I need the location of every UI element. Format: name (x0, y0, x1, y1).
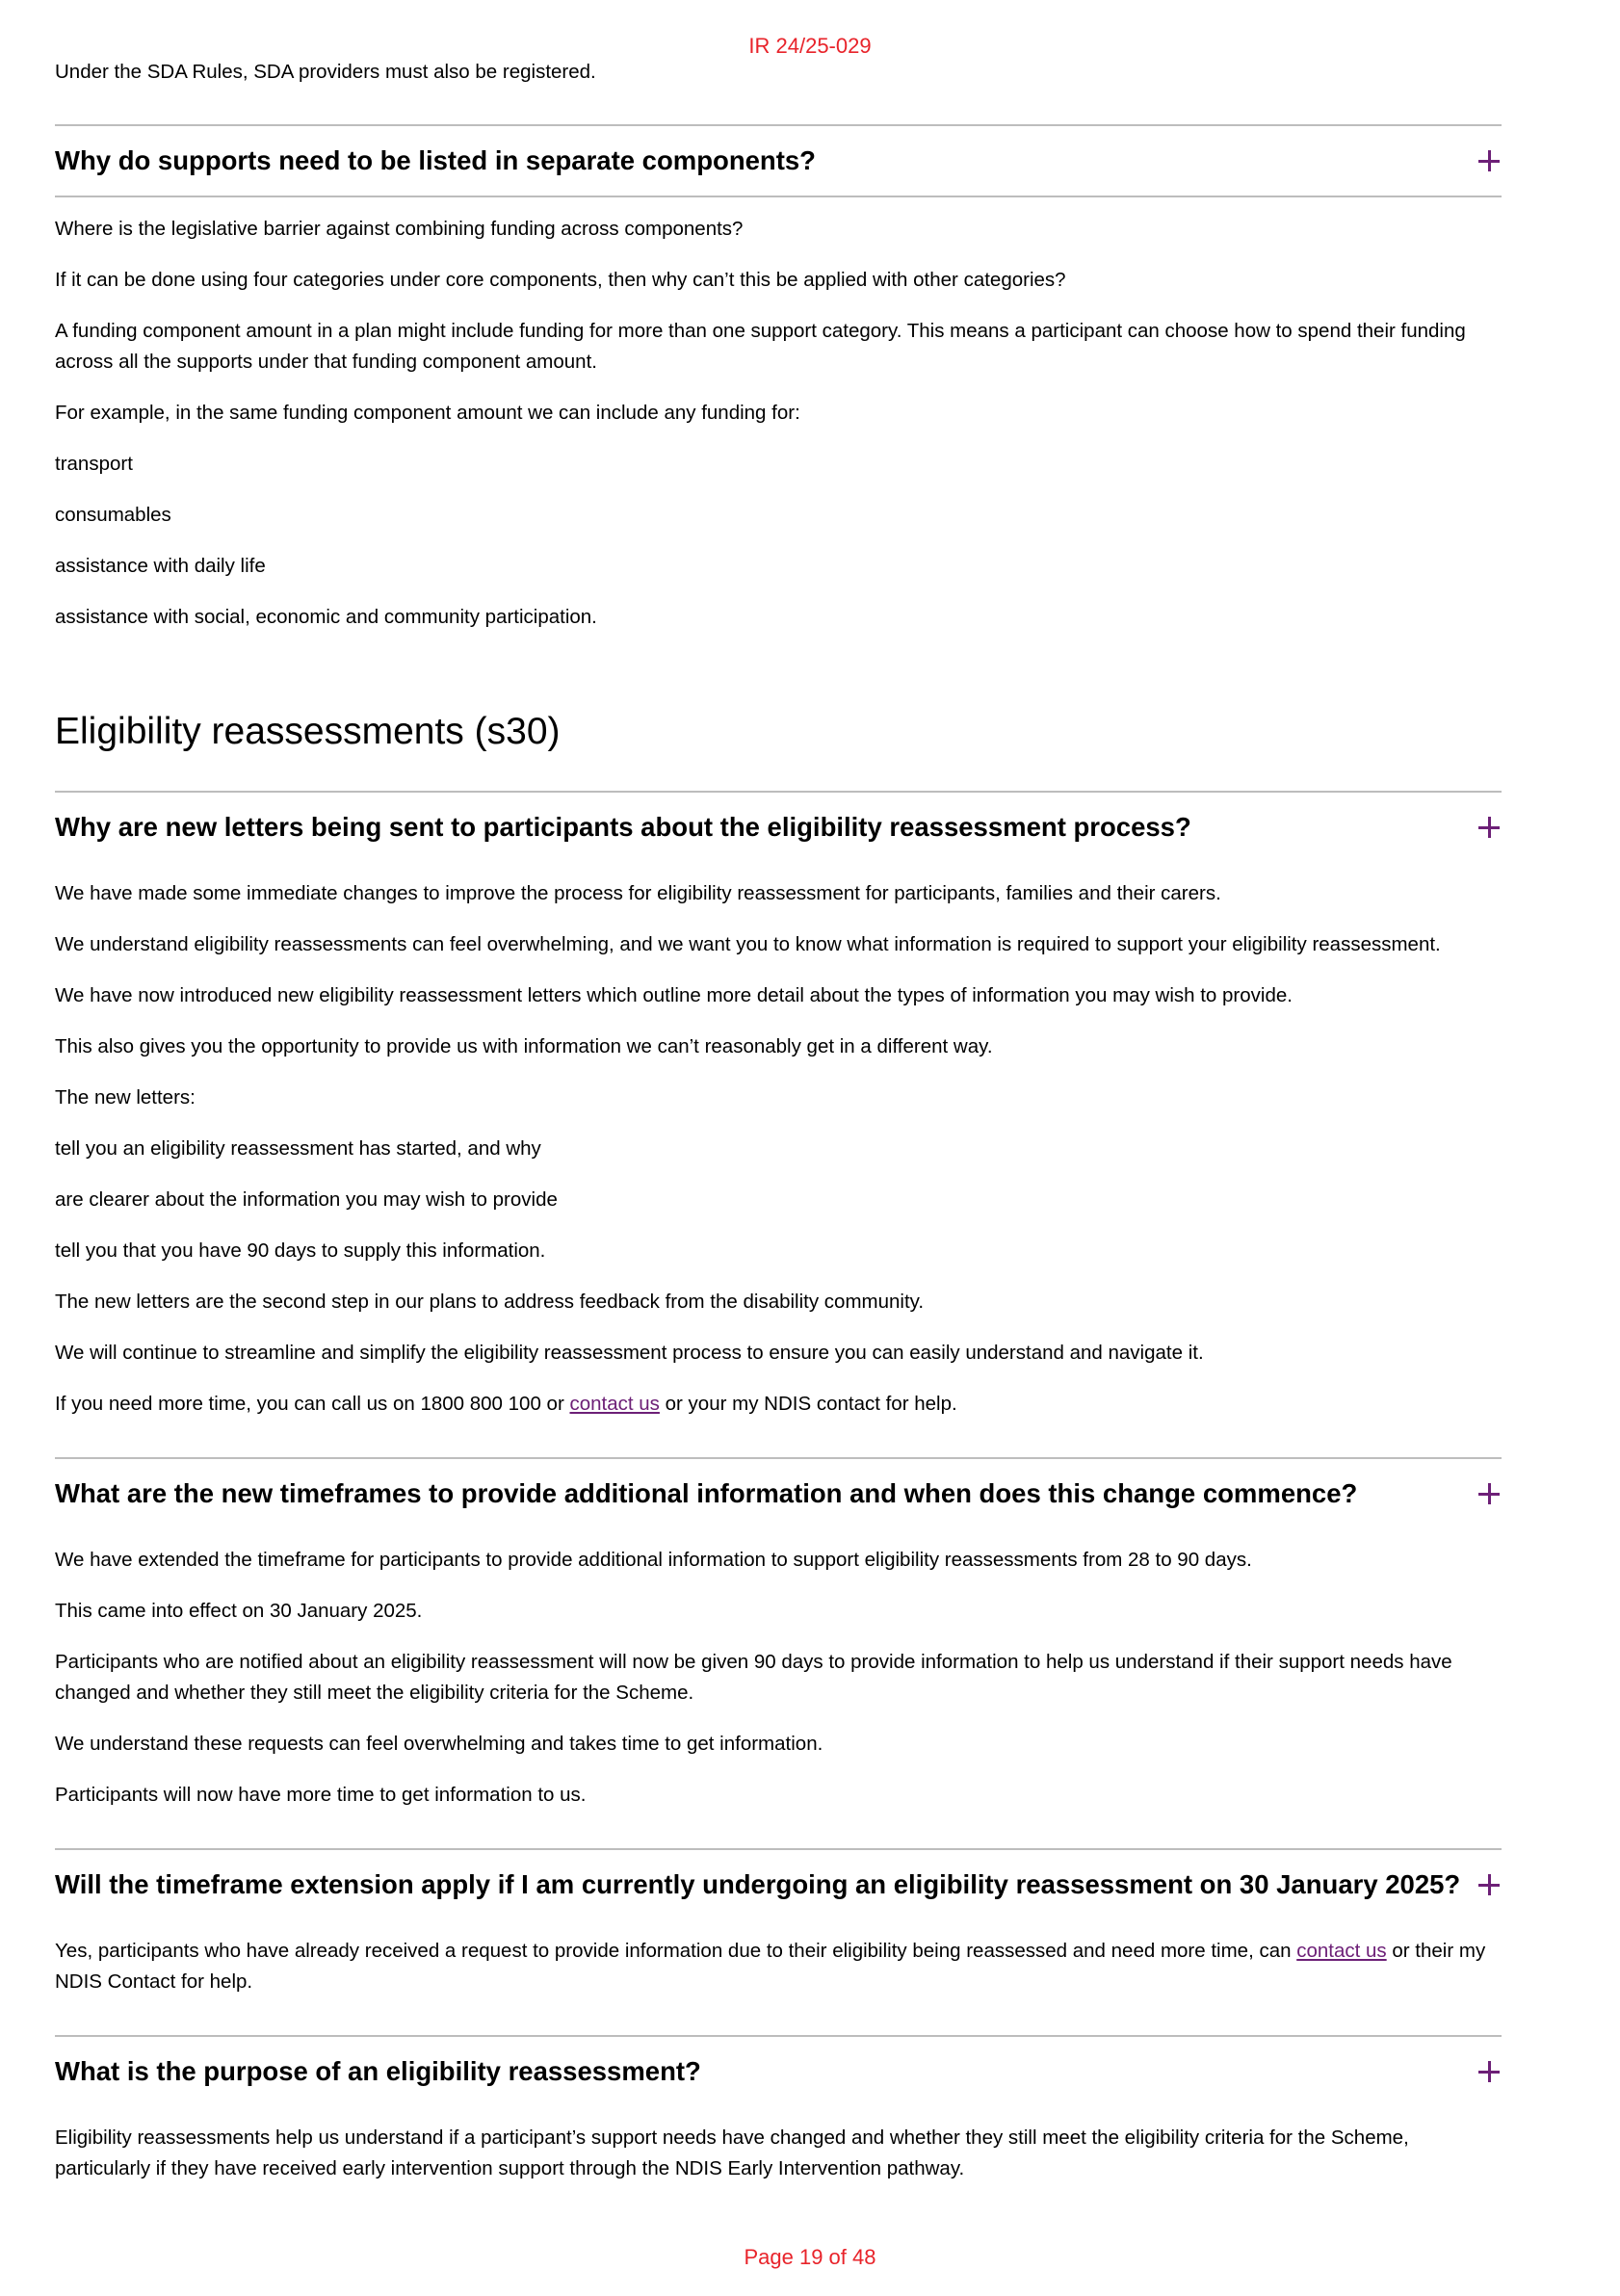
paragraph: We have now introduced new eligibility reassessment letters which outline more detail about the types of information you may wish to provide. (55, 984, 1293, 1006)
page-content (55, 57, 1502, 2184)
accordion-body (55, 1919, 1502, 1997)
accordion-title: What is the purpose of an eligibility reassessment? (55, 2056, 701, 2086)
contact-us-link[interactable]: contact us (569, 1393, 660, 1415)
paragraph (55, 1936, 1502, 1997)
text: or your my NDIS contact for help. (659, 1393, 957, 1415)
paragraph: For example, in the same funding component amount we can include any funding for: (55, 402, 800, 424)
plus-icon[interactable] (1478, 817, 1500, 838)
accordion-body (55, 2106, 1502, 2184)
list-item: assistance with social, economic and community participation. (55, 606, 597, 628)
contact-us-link[interactable]: contact us (1296, 1940, 1387, 1962)
plus-icon[interactable] (1478, 150, 1500, 171)
accordion-title: Why do supports need to be listed in separate components? (55, 145, 816, 175)
accordion-header-timeframe-extension[interactable] (55, 1850, 1502, 1919)
accordion-body (55, 197, 1502, 633)
accordion-header-new-timeframes[interactable] (55, 1459, 1502, 1528)
accordion-header-new-letters[interactable] (55, 793, 1502, 862)
paragraph: This also gives you the opportunity to provide us with information we can’t reasonably get in a different way. (55, 1035, 993, 1057)
list-item: tell you an eligibility reassessment has started, and why (55, 1137, 541, 1160)
paragraph (55, 1389, 1502, 1420)
accordion-header-separate-components[interactable] (55, 126, 1502, 196)
plus-icon[interactable] (1478, 1483, 1500, 1504)
paragraph: Where is the legislative barrier against combining funding across components? (55, 218, 744, 240)
page-number-footer: Page 19 of 48 (744, 2245, 876, 2269)
accordion-body (55, 862, 1502, 1420)
list-item: consumables (55, 504, 171, 526)
paragraph: We understand these requests can feel overwhelming and takes time to get information. (55, 1733, 823, 1755)
paragraph: The new letters: (55, 1086, 196, 1109)
paragraph: A funding component amount in a plan might include funding for more than one support category. This means a participant can choose how to spend their funding across all the supports under that funding component amount. (55, 320, 1466, 373)
accordion-title: What are the new timeframes to provide additional information and when does this change commence? (55, 1478, 1358, 1508)
paragraph: Participants who are notified about an eligibility reassessment will now be given 90 days to provide information to help us understand if their support needs have changed and whether they still meet the eligibility criteria for the Scheme. (55, 1651, 1452, 1704)
paragraph: This came into effect on 30 January 2025. (55, 1600, 423, 1622)
document-reference: IR 24/25-029 (748, 34, 872, 58)
intro-paragraph: Under the SDA Rules, SDA providers must also be registered. (55, 61, 596, 83)
section-heading: Eligibility reassessments (s30) (55, 711, 561, 752)
list-item: are clearer about the information you may wish to provide (55, 1188, 558, 1211)
accordion-header-reassessment-purpose[interactable] (55, 2037, 1502, 2106)
plus-icon[interactable] (1478, 2061, 1500, 2082)
text: or their my NDIS Contact for help. (55, 1940, 1486, 1993)
paragraph: If it can be done using four categories under core components, then why can’t this be applied with other categories? (55, 269, 1066, 291)
plus-icon[interactable] (1478, 1874, 1500, 1895)
list-item: assistance with daily life (55, 555, 266, 577)
accordion-title: Why are new letters being sent to participants about the eligibility reassessment process? (55, 812, 1191, 842)
accordion-body (55, 1528, 1502, 1811)
paragraph: We will continue to streamline and simplify the eligibility reassessment process to ensure you can easily understand and navigate it. (55, 1342, 1204, 1364)
text: Yes, participants who have already received a request to provide information due to their eligibility being reassessed and need more time, can (55, 1940, 1297, 1962)
paragraph: The new letters are the second step in our plans to address feedback from the disability community. (55, 1291, 925, 1313)
list-item: transport (55, 453, 133, 475)
list-item: tell you that you have 90 days to supply this information. (55, 1239, 546, 1262)
paragraph: We have made some immediate changes to improve the process for eligibility reassessment for participants, families and their carers. (55, 882, 1221, 904)
paragraph: Eligibility reassessments help us understand if a participant’s support needs have changed and whether they still meet the eligibility criteria for the Scheme, particularly if they have received early intervention support through the NDIS Early Intervention pathway. (55, 2126, 1409, 2179)
accordion-title: Will the timeframe extension apply if I am currently undergoing an eligibility reassessment on 30 January 2025? (55, 1869, 1461, 1899)
paragraph: We understand eligibility reassessments can feel overwhelming, and we want you to know what information is required to support your eligibility reassessment. (55, 933, 1441, 955)
text: If you need more time, you can call us on 1800 800 100 or (55, 1393, 570, 1415)
paragraph: Participants will now have more time to get information to us. (55, 1784, 587, 1806)
paragraph: We have extended the timeframe for participants to provide additional information to support eligibility reassessments from 28 to 90 days. (55, 1549, 1252, 1571)
